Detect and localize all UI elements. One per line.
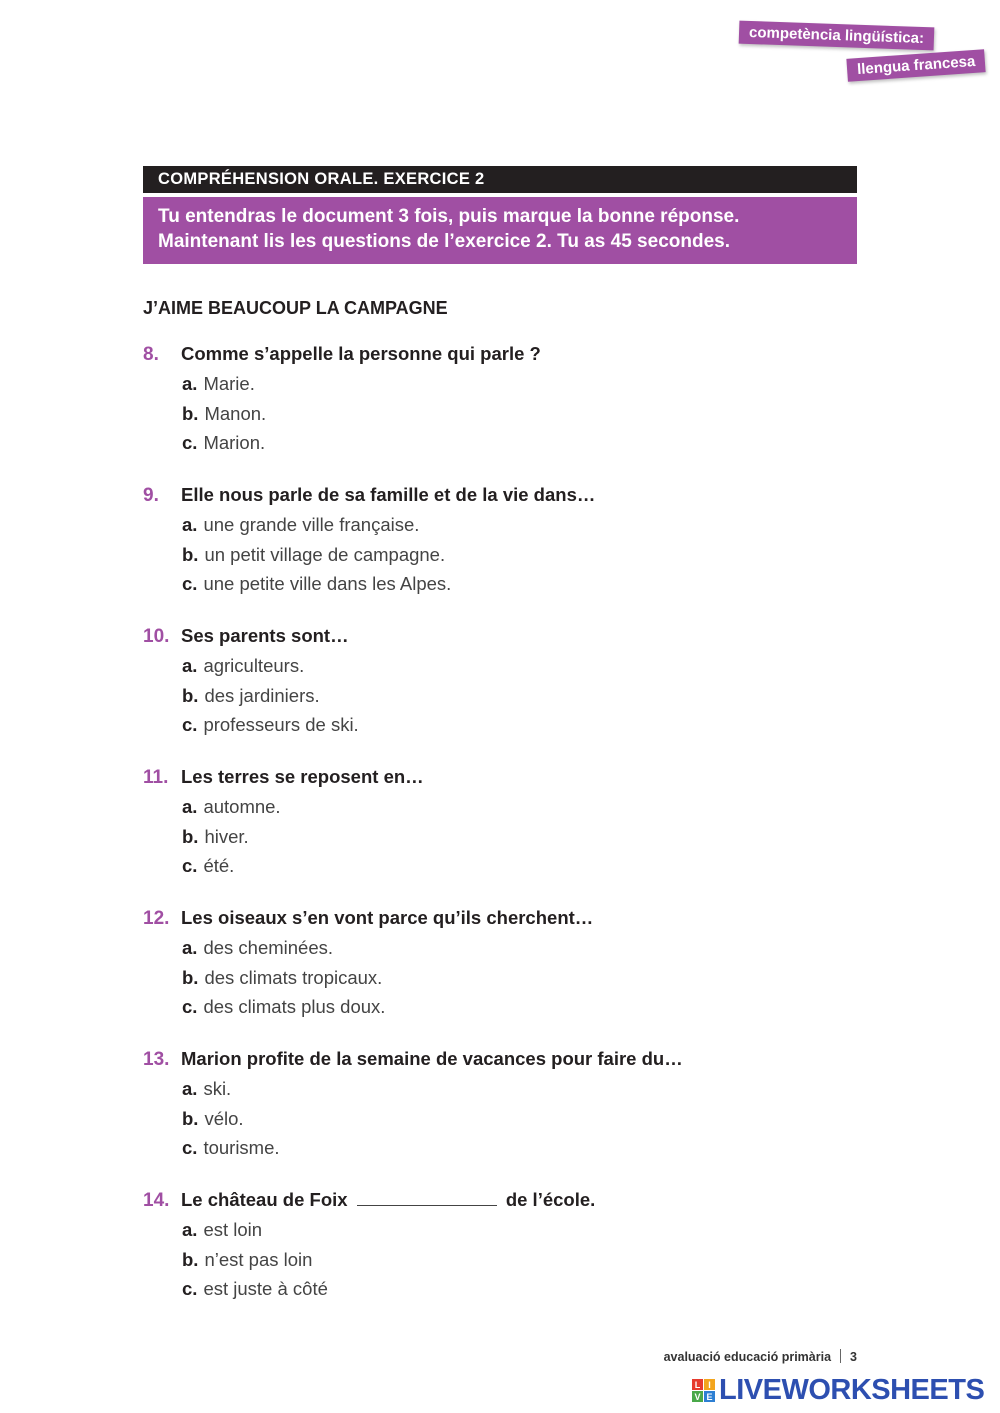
option-letter: a. (182, 937, 198, 958)
subject-tag-language: llengua francesa (846, 49, 986, 82)
question-number: 12. (143, 908, 170, 929)
instructions-box (143, 197, 857, 264)
option-b[interactable] (182, 826, 863, 856)
question-number: 14. (143, 1190, 170, 1211)
subject-tag-competence: competència lingüística: (739, 21, 935, 51)
option-text: professeurs de ski. (203, 714, 359, 736)
option-letter: b. (182, 825, 199, 847)
logo-letter: V (692, 1391, 703, 1402)
option-text: agriculteurs. (203, 655, 305, 676)
option-a[interactable] (182, 1219, 863, 1249)
option-letter: a. (182, 514, 198, 535)
question-8 (143, 343, 863, 462)
liveworksheets-wordmark: LIVEWORKSHEETS (719, 1374, 985, 1406)
option-text: un petit village de campagne. (204, 543, 446, 565)
option-letter: a. (182, 373, 198, 394)
logo-letter: I (704, 1379, 715, 1390)
option-letter: c. (182, 996, 198, 1018)
option-text: hiver. (204, 825, 249, 847)
question-text: Comme s’appelle la personne qui parle ? (181, 343, 541, 364)
option-a[interactable] (182, 937, 863, 967)
option-text: des cheminées. (203, 937, 334, 958)
option-text: vélo. (204, 1107, 244, 1129)
question-10 (143, 625, 863, 744)
page-number: 3 (850, 1350, 857, 1364)
option-letter: c. (182, 1137, 198, 1159)
option-a[interactable] (182, 373, 863, 403)
option-text: tourisme. (203, 1137, 280, 1159)
question-number: 10. (143, 626, 170, 647)
option-letter: c. (182, 1278, 198, 1300)
option-letter: a. (182, 1078, 198, 1099)
option-text: des climats tropicaux. (204, 966, 383, 988)
question-13 (143, 1048, 863, 1167)
question-text (181, 1189, 595, 1211)
question-text: Les oiseaux s’en vont parce qu’ils cherchent… (181, 907, 594, 928)
question-number: 9. (143, 485, 159, 506)
liveworksheets-logo (692, 1374, 984, 1407)
option-a[interactable] (182, 1078, 863, 1108)
question-number: 13. (143, 1049, 170, 1070)
option-b[interactable] (182, 1108, 863, 1138)
option-text: une grande ville française. (203, 514, 420, 535)
question-text-before: Le château de Foix (181, 1189, 348, 1210)
option-b[interactable] (182, 967, 863, 997)
option-letter: b. (182, 684, 199, 706)
question-9 (143, 484, 863, 603)
option-letter: b. (182, 402, 199, 424)
exercise-heading: J’AIME BEAUCOUP LA CAMPAGNE (143, 298, 448, 318)
option-a[interactable] (182, 796, 863, 826)
option-text: n’est pas loin (204, 1248, 313, 1270)
option-c[interactable] (182, 573, 863, 603)
question-11 (143, 766, 863, 885)
option-letter: b. (182, 543, 199, 565)
option-c[interactable] (182, 432, 863, 462)
option-letter: c. (182, 855, 198, 877)
option-b[interactable] (182, 685, 863, 715)
option-a[interactable] (182, 514, 863, 544)
footer-text: avaluació educació primària (663, 1350, 832, 1364)
option-text: Marion. (203, 432, 266, 454)
option-c[interactable] (182, 1137, 863, 1167)
question-number: 11. (143, 767, 169, 788)
option-letter: b. (182, 1107, 199, 1129)
fill-in-blank[interactable] (357, 1191, 497, 1206)
question-14 (143, 1189, 863, 1308)
option-text: Manon. (204, 402, 267, 424)
page-footer (664, 1349, 857, 1364)
question-text: Ses parents sont… (181, 625, 349, 646)
option-c[interactable] (182, 1278, 863, 1308)
option-letter: c. (182, 714, 198, 736)
option-text: automne. (203, 796, 281, 817)
option-text: ski. (203, 1078, 232, 1099)
option-text: des climats plus doux. (203, 996, 386, 1018)
option-b[interactable] (182, 544, 863, 574)
option-text: une petite ville dans les Alpes. (203, 573, 452, 595)
option-b[interactable] (182, 403, 863, 433)
option-text: est juste à côté (203, 1278, 328, 1300)
option-text: est loin (203, 1219, 263, 1240)
option-c[interactable] (182, 855, 863, 885)
question-12 (143, 907, 863, 1026)
logo-letter: E (704, 1391, 715, 1402)
logo-letter: L (692, 1379, 703, 1390)
option-letter: a. (182, 1219, 198, 1240)
option-letter: a. (182, 796, 198, 817)
option-letter: b. (182, 966, 199, 988)
question-number: 8. (143, 344, 159, 365)
question-text: Les terres se reposent en… (181, 766, 424, 787)
instruction-line: Tu entendras le document 3 fois, puis marque la bonne réponse. (158, 206, 740, 227)
option-letter: b. (182, 1248, 199, 1270)
option-text: été. (203, 855, 235, 877)
option-c[interactable] (182, 714, 863, 744)
option-letter: c. (182, 573, 198, 595)
footer-divider (840, 1349, 841, 1363)
option-a[interactable] (182, 655, 863, 685)
option-text: des jardiniers. (204, 684, 320, 706)
section-title: COMPRÉHENSION ORALE. EXERCICE 2 (143, 166, 857, 193)
option-letter: c. (182, 432, 198, 454)
question-text-after: de l’école. (505, 1189, 596, 1210)
question-text: Marion profite de la semaine de vacances pour faire du… (181, 1048, 683, 1069)
option-text: Marie. (203, 373, 255, 394)
option-letter: a. (182, 655, 198, 676)
option-b[interactable] (182, 1249, 863, 1279)
question-text: Elle nous parle de sa famille et de la vie dans… (181, 484, 596, 505)
liveworksheets-grid-icon (692, 1379, 715, 1402)
instruction-line: Maintenant lis les questions de l’exercice 2. Tu as 45 secondes. (158, 231, 730, 252)
option-c[interactable] (182, 996, 863, 1026)
